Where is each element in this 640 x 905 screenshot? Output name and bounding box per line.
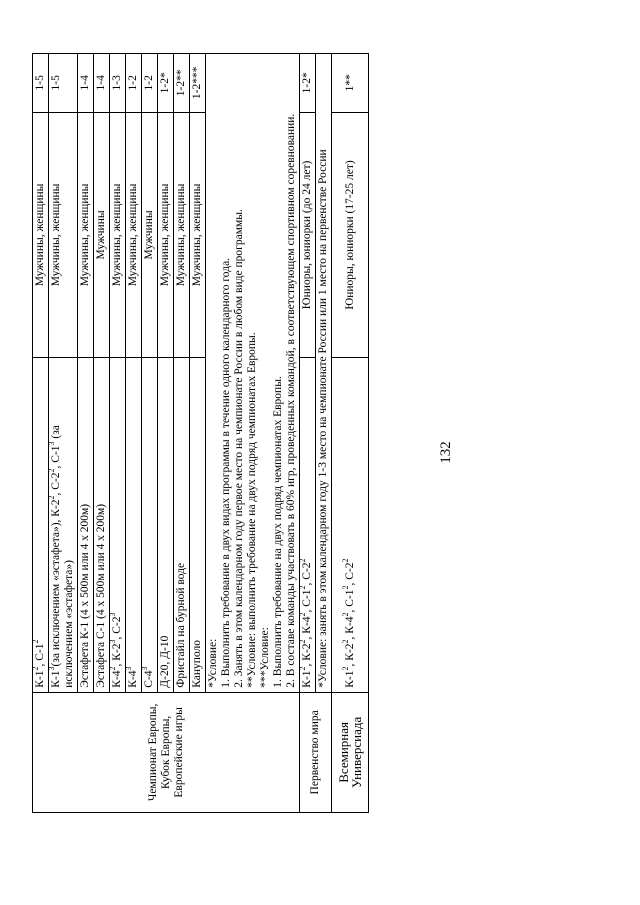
group-cell: Мужчины bbox=[142, 112, 158, 358]
note-line: 2. В составе команды участвовать в 60% игр, проведенных командой, в соответствующем спортивном соревновании. bbox=[285, 113, 297, 688]
note-line: **Условие: выполнить требование на двух подряд чемпионатах Европы. bbox=[246, 332, 258, 688]
note-world: *Условие: занять в этом календарном году 1-3 место на чемпионате России или 1 место на первенстве России bbox=[316, 54, 332, 693]
discipline-cell: Кануполо bbox=[190, 358, 206, 692]
note-line: *Условие: bbox=[207, 638, 219, 688]
notes-europe bbox=[206, 54, 300, 693]
discipline-cell: $К-4^2$, $К-2^3$, $С-2^3$ bbox=[110, 358, 126, 692]
group-cell: Юниоры, юниорки (17-25 лет) bbox=[332, 112, 369, 358]
place-cell: 1** bbox=[332, 54, 369, 113]
discipline-cell: $К-1^2$, $С-1^2$ bbox=[33, 358, 49, 692]
place-cell: 1-2* bbox=[300, 54, 316, 113]
section-world-title: Первенство мира bbox=[300, 692, 332, 812]
group-cell: Мужчины, женщины bbox=[49, 112, 78, 358]
section-univ-title: Всемирная Универсиада bbox=[332, 692, 369, 812]
group-cell: Мужчины bbox=[94, 112, 110, 358]
place-cell: 1-4 bbox=[94, 54, 110, 113]
group-cell: Мужчины, женщины bbox=[158, 112, 174, 358]
place-cell: 1-5 bbox=[49, 54, 78, 113]
group-cell: Юниоры, юниорки (до 24 лет) bbox=[300, 112, 316, 358]
group-cell: Мужчины, женщины bbox=[190, 112, 206, 358]
discipline-cell: $К-1^3(за$ исключением «эстафета»), $К-2^2$, $С-2^2$, $С-1^3$ (за исключением «эстафета») bbox=[49, 358, 78, 692]
discipline-cell: $К-4^3$ bbox=[126, 358, 142, 692]
discipline-cell: Эстафета К-1 (4 х 500м или 4 х 200м) bbox=[78, 358, 94, 692]
discipline-cell: Фристайл на бурной воде bbox=[174, 358, 190, 692]
group-cell: Мужчины, женщины bbox=[126, 112, 142, 358]
discipline-cell: $К-1^2$, $К-2^2$, $К-4^2$, $С-1^2$, $С-2^2$ bbox=[332, 358, 369, 692]
place-cell: 1-5 bbox=[33, 54, 49, 113]
table-row bbox=[332, 54, 369, 813]
note-line: 1. Выполнить требование в двух видах программы в течение одного календарного года. bbox=[220, 257, 232, 688]
place-cell: 1-2 bbox=[142, 54, 158, 113]
section-europe-title: Чемпионат Европы, Кубок Европы, Европейские игры bbox=[33, 692, 300, 812]
place-cell: 1-2** bbox=[174, 54, 190, 113]
group-cell: Мужчины, женщины bbox=[110, 112, 126, 358]
note-line: 2. Занять в этом календарном году первое место на чемпионате России в любом виде программы. bbox=[233, 209, 245, 688]
place-cell: 1-2 bbox=[126, 54, 142, 113]
place-cell: 1-4 bbox=[78, 54, 94, 113]
place-cell: 1-2* bbox=[158, 54, 174, 113]
table-row bbox=[300, 54, 316, 813]
discipline-cell: Эстафета С-1 (4 х 500м или 4 х 200м) bbox=[94, 358, 110, 692]
group-cell: Мужчины, женщины bbox=[78, 112, 94, 358]
norms-table bbox=[32, 53, 369, 813]
note-line: ***Условие: bbox=[259, 627, 271, 688]
place-cell: 1-3 bbox=[110, 54, 126, 113]
page-number: 132 bbox=[438, 441, 454, 464]
discipline-cell: $С-4^3$ bbox=[142, 358, 158, 692]
group-cell: Мужчины, женщины bbox=[174, 112, 190, 358]
note-line: 1. Выполнить требование на двух подряд чемпионатах Европы. bbox=[272, 376, 284, 688]
place-cell: 1-2*** bbox=[190, 54, 206, 113]
discipline-cell: Д-20, Д-10 bbox=[158, 358, 174, 692]
group-cell: Мужчины, женщины bbox=[33, 112, 49, 358]
table-row bbox=[33, 54, 49, 813]
discipline-cell: $К-1^2$, $К-2^2$, $К-4^2$, $С-1^2$, $С-2^2$ bbox=[300, 358, 316, 692]
